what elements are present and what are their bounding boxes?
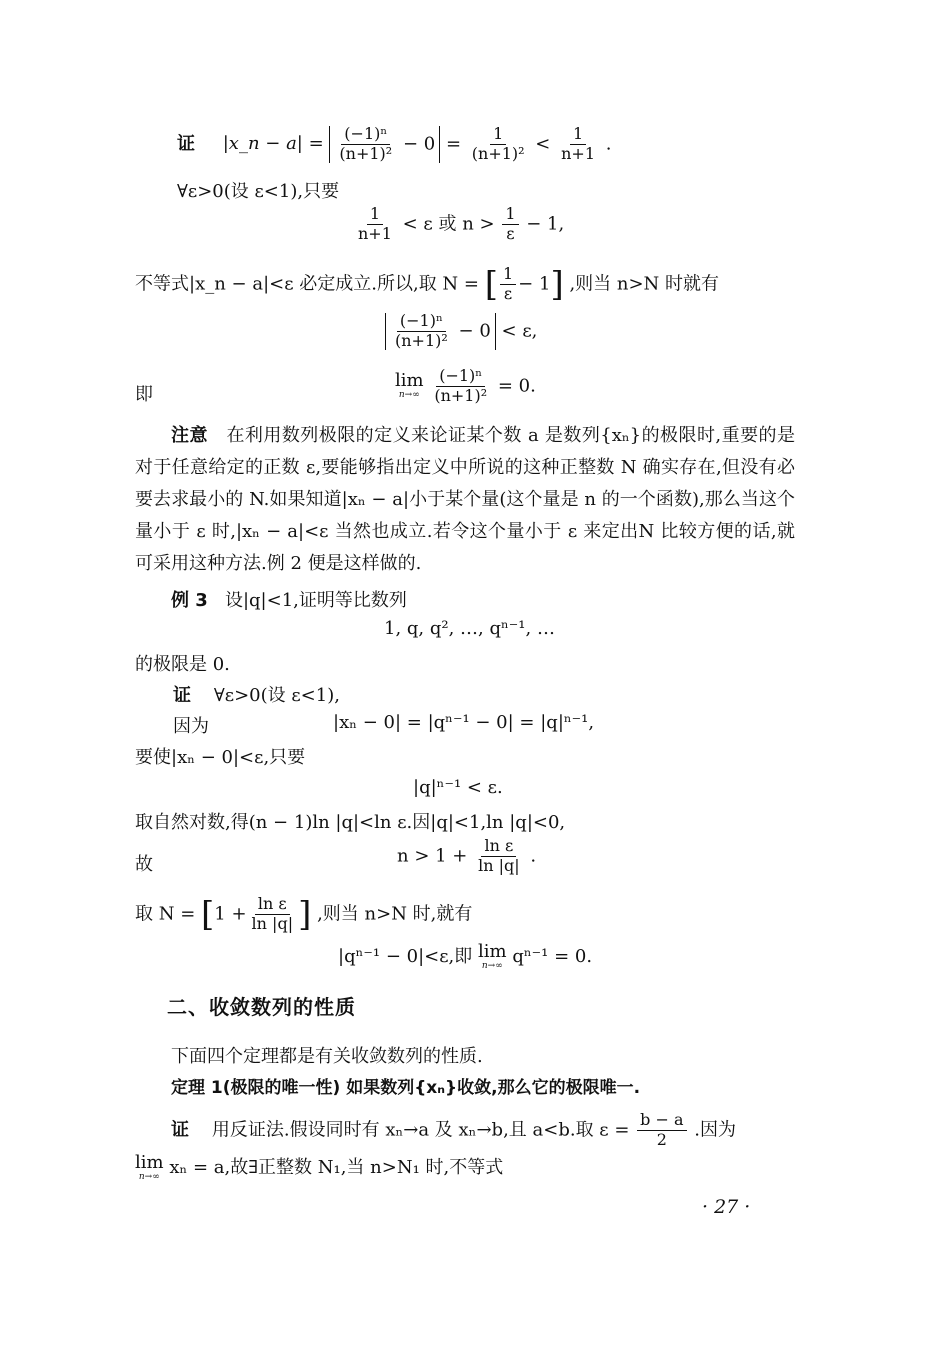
example3-tail: 的极限是 0. bbox=[135, 654, 230, 675]
last-text: xₙ = a,故∃正整数 N₁,当 n>N₁ 时,不等式 bbox=[169, 1157, 504, 1178]
proof-label: 证 bbox=[171, 1119, 189, 1141]
frac-num: 1 bbox=[500, 266, 516, 285]
ineq-after: < ε, bbox=[501, 320, 538, 342]
fraction bbox=[355, 206, 395, 243]
need-expr: |q|ⁿ⁻¹ < ε. bbox=[413, 777, 503, 798]
example3-proof-line1 bbox=[173, 681, 340, 707]
frac-num: 1 bbox=[502, 206, 518, 225]
example3-title: 例 3 bbox=[171, 590, 208, 611]
fraction bbox=[431, 368, 490, 405]
minus-zero: − 0 bbox=[402, 133, 436, 155]
proof-line-2: ∀ε>0(设 ε<1),只要 bbox=[177, 181, 340, 202]
final-line bbox=[338, 942, 592, 971]
abs-expression: |x_n − a| = bbox=[222, 133, 324, 155]
frac-den: (n+1)² bbox=[339, 143, 393, 163]
proof-text-a: 用反证法.假设同时有 xₙ→a 及 xₙ→b,且 a<b.取 ε = bbox=[211, 1119, 630, 1141]
take-n-line: 取 N = [1 + $\frac{\text{ln ε}}{\ln |q|}$ ] ,则当 n>N 时,就有 bbox=[135, 894, 473, 935]
fraction bbox=[500, 266, 516, 303]
minus-zero: − 0 bbox=[458, 320, 491, 342]
proof-line1-text: ∀ε>0(设 ε<1), bbox=[213, 685, 340, 706]
frac-num: 1 bbox=[570, 126, 586, 145]
sequence: 1, q, q², …, qⁿ⁻¹, … bbox=[384, 618, 555, 639]
abs-bars bbox=[385, 313, 496, 350]
final-tail: qⁿ⁻¹ = 0. bbox=[512, 946, 593, 967]
example3-line bbox=[171, 586, 407, 612]
lim-operator bbox=[135, 1154, 164, 1182]
frac-num: 1 bbox=[367, 206, 383, 225]
fraction bbox=[502, 206, 518, 243]
condition-line bbox=[353, 206, 564, 243]
abs-bars bbox=[329, 126, 440, 163]
lim-word: lim bbox=[395, 370, 424, 392]
proof-label: 证 bbox=[177, 133, 195, 155]
fraction bbox=[558, 126, 598, 163]
lim-operator bbox=[395, 372, 424, 400]
frac-den: 2 bbox=[656, 1129, 667, 1149]
take-b: ,则当 n>N 时,就有 bbox=[317, 903, 473, 925]
frac-den: n+1 bbox=[561, 143, 596, 163]
frac-den: ln |q| bbox=[478, 855, 520, 875]
final-expr: |qⁿ⁻¹ − 0|<ε,即 bbox=[338, 946, 473, 967]
lim-sub: n→∞ bbox=[481, 961, 503, 971]
frac-num: ln ε bbox=[481, 838, 516, 857]
bracket-tail: − 1 bbox=[518, 273, 551, 295]
fraction bbox=[392, 313, 451, 350]
proof-line-1: 证 |x_n − a| = $\frac{\text{(−1)ⁿ}}{\text{(n+1)²}}$ − 0 = $\frac{1}{\text{(n+1)²}}$ < $\frac{1}{n+1}$ . bbox=[177, 124, 612, 163]
theorem1-proof-line2 bbox=[135, 1153, 503, 1182]
lim-word: lim bbox=[478, 941, 507, 962]
frac-num: ln ε bbox=[255, 896, 290, 915]
frac-num: 1 bbox=[490, 126, 506, 145]
frac-den: (n+1)² bbox=[434, 385, 488, 405]
frac-den: ε bbox=[506, 223, 515, 243]
lim-word: lim bbox=[135, 1152, 164, 1173]
fraction bbox=[469, 126, 528, 163]
line3-text-b: ,则当 n>N 时就有 bbox=[569, 273, 720, 295]
fraction bbox=[637, 1112, 686, 1149]
condition-mid: < ε 或 n > bbox=[402, 213, 495, 235]
fraction bbox=[336, 126, 395, 163]
condition-tail: − 1, bbox=[526, 213, 565, 235]
frac-num: (−1)ⁿ bbox=[341, 126, 390, 145]
log-line: 取自然对数,得(n − 1)ln |q|<ln ε.因|q|<1,ln |q|<0, bbox=[135, 812, 566, 833]
fraction bbox=[475, 838, 523, 875]
take-a: 取 N = bbox=[135, 903, 196, 925]
frac-den: n+1 bbox=[358, 223, 392, 243]
proof-label: 证 bbox=[173, 685, 191, 706]
frac-num: (−1)ⁿ bbox=[436, 368, 485, 387]
frac-den: (n+1)² bbox=[395, 330, 448, 350]
frac-num: b − a bbox=[637, 1112, 686, 1131]
because-expr: |xₙ − 0| = |qⁿ⁻¹ − 0| = |q|ⁿ⁻¹, bbox=[333, 712, 595, 733]
lim-sub: n→∞ bbox=[138, 1172, 160, 1182]
because-label: 因为 bbox=[173, 716, 209, 737]
gu-end: . bbox=[530, 845, 537, 867]
gu-lhs: n > 1 + bbox=[397, 845, 468, 867]
lim-tail: = 0. bbox=[497, 375, 536, 397]
frac-den: (n+1)² bbox=[471, 143, 525, 163]
ji-label: 即 bbox=[135, 384, 153, 405]
gu-label: 故 bbox=[135, 854, 153, 875]
frac-num: (−1)ⁿ bbox=[397, 313, 446, 332]
theorem1-proof-line bbox=[171, 1112, 736, 1149]
limit-line bbox=[395, 368, 536, 405]
frac-den: ln |q| bbox=[251, 913, 294, 933]
section-intro: 下面四个定理都是有关收敛数列的性质. bbox=[171, 1046, 483, 1067]
note-paragraph bbox=[135, 420, 795, 580]
proof-line-3: 不等式|x_n − a|<ε 必定成立.所以,取 N = [ $\frac{1}{\varepsilon}$ − 1] ,则当 n>N 时就有 bbox=[135, 264, 720, 305]
page-number: · 27 · bbox=[702, 1196, 751, 1218]
take-inner: 1 + bbox=[214, 903, 247, 925]
theorem-1: 定理 1(极限的唯一性) 如果数列{xₙ}收敛,那么它的极限唯一. bbox=[171, 1078, 641, 1098]
fraction bbox=[249, 896, 297, 933]
lim-sub: n→∞ bbox=[398, 390, 420, 401]
section-heading: 二、收敛数列的性质 bbox=[167, 995, 356, 1019]
inequality-line bbox=[385, 313, 537, 350]
note-text: 在利用数列极限的定义来论证某个数 a 是数列{xₙ}的极限时,重要的是对于任意给定的正数 ε,要能够指出定义中所说的这种正整数 N 确实存在,但没有必要去求最小的 N.如果知道|xₙ − a|小于某个量(这个量是 n 的一个函数),那么当这个量小于 ε 时,|xₙ − a|<ε 当然也成立.若令这个量小于 ε 来定出N 比较方便的话,就可采用这种方法.例 2 便是这样做的. bbox=[135, 425, 795, 574]
frac-den: ε bbox=[503, 283, 513, 303]
example3-statement: 设|q|<1,证明等比数列 bbox=[224, 590, 407, 611]
gu-expr bbox=[397, 838, 536, 875]
note-title: 注意 bbox=[171, 425, 208, 446]
need-line: 要使|xₙ − 0|<ε,只要 bbox=[135, 747, 306, 768]
line3-text: 不等式|x_n − a|<ε 必定成立.所以,取 N = bbox=[135, 273, 479, 295]
lim-operator bbox=[478, 943, 507, 971]
proof-text-b: .因为 bbox=[694, 1119, 736, 1141]
